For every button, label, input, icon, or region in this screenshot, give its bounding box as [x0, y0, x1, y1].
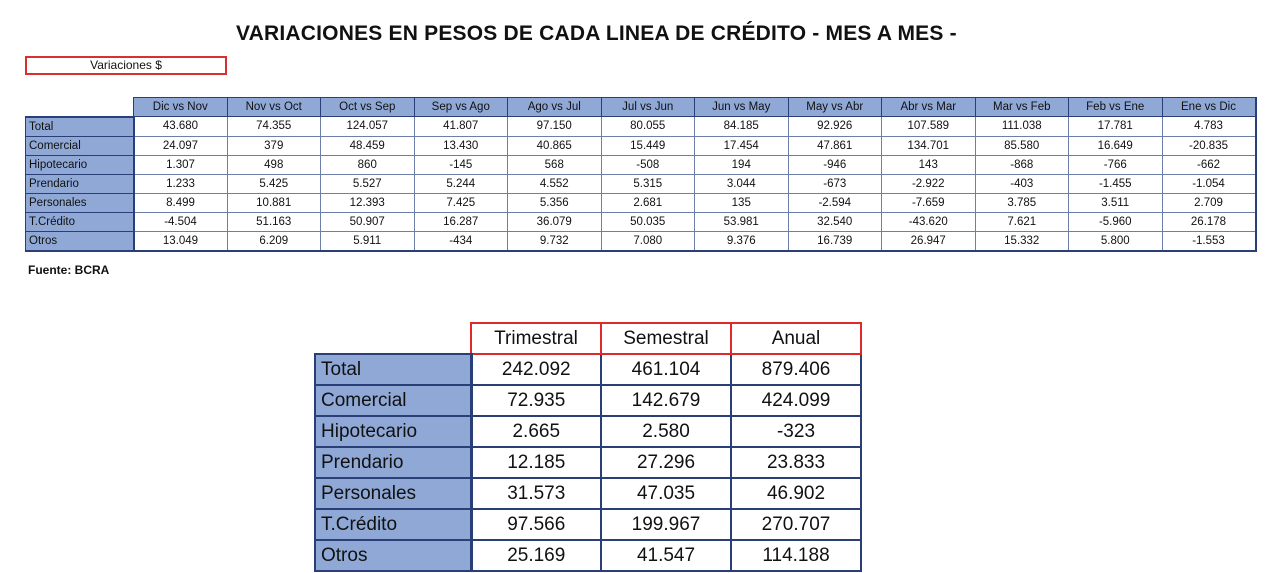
summary-row [315, 478, 861, 509]
monthly-cell: -2.922 [882, 174, 976, 193]
monthly-cell: 32.540 [788, 212, 882, 231]
monthly-cell: 92.926 [788, 117, 882, 137]
summary-column-header: Trimestral [471, 323, 601, 354]
summary-cell: 879.406 [731, 354, 861, 385]
monthly-cell: -43.620 [882, 212, 976, 231]
monthly-cell: 9.376 [695, 231, 789, 251]
monthly-cell: 3.785 [975, 193, 1069, 212]
monthly-cell: 47.861 [788, 136, 882, 155]
monthly-row [26, 212, 1256, 231]
monthly-cell: 107.589 [882, 117, 976, 137]
monthly-row-label: Total [26, 117, 134, 137]
summary-row [315, 509, 861, 540]
summary-row-label: Prendario [315, 447, 471, 478]
monthly-cell: 379 [227, 136, 321, 155]
monthly-cell: 26.947 [882, 231, 976, 251]
monthly-cell: 1.233 [134, 174, 228, 193]
monthly-cell: 124.057 [321, 117, 415, 137]
summary-table [314, 322, 862, 572]
summary-row [315, 385, 861, 416]
monthly-cell: 16.739 [788, 231, 882, 251]
summary-cell: 97.566 [471, 509, 601, 540]
monthly-header-row [26, 98, 1256, 117]
monthly-column-header: Feb vs Ene [1069, 98, 1163, 117]
source-note: Fuente: BCRA [28, 263, 110, 277]
monthly-row-label: Personales [26, 193, 134, 212]
monthly-cell: 50.035 [601, 212, 695, 231]
monthly-cell: 5.800 [1069, 231, 1163, 251]
monthly-cell: 8.499 [134, 193, 228, 212]
monthly-cell: 5.527 [321, 174, 415, 193]
page-title: VARIACIONES EN PESOS DE CADA LINEA DE CRÉDITO - MES A MES - [236, 22, 957, 45]
monthly-cell: 2.709 [1162, 193, 1256, 212]
monthly-column-header: May vs Abr [788, 98, 882, 117]
monthly-cell: 97.150 [508, 117, 602, 137]
monthly-cell: -434 [414, 231, 508, 251]
monthly-cell: 26.178 [1162, 212, 1256, 231]
summary-row-label: Total [315, 354, 471, 385]
monthly-column-header: Oct vs Sep [321, 98, 415, 117]
monthly-cell: 5.315 [601, 174, 695, 193]
monthly-cell: 9.732 [508, 231, 602, 251]
monthly-row [26, 136, 1256, 155]
summary-cell: 23.833 [731, 447, 861, 478]
monthly-cell: 498 [227, 155, 321, 174]
summary-cell: 242.092 [471, 354, 601, 385]
summary-cell: 270.707 [731, 509, 861, 540]
summary-column-header: Semestral [601, 323, 731, 354]
monthly-cell: 13.430 [414, 136, 508, 155]
monthly-cell: 4.552 [508, 174, 602, 193]
monthly-body [26, 117, 1256, 251]
monthly-cell: 51.163 [227, 212, 321, 231]
monthly-cell: 5.244 [414, 174, 508, 193]
summary-cell: 461.104 [601, 354, 731, 385]
summary-row [315, 540, 861, 571]
summary-cell: 2.580 [601, 416, 731, 447]
monthly-cell: 15.332 [975, 231, 1069, 251]
summary-row-label: Otros [315, 540, 471, 571]
summary-cell: 424.099 [731, 385, 861, 416]
summary-cell: 25.169 [471, 540, 601, 571]
monthly-cell: 84.185 [695, 117, 789, 137]
monthly-cell: -508 [601, 155, 695, 174]
monthly-variations-table [25, 97, 1257, 252]
summary-cell: 72.935 [471, 385, 601, 416]
monthly-cell: -868 [975, 155, 1069, 174]
monthly-cell: -662 [1162, 155, 1256, 174]
summary-cell: 199.967 [601, 509, 731, 540]
monthly-cell: 3.044 [695, 174, 789, 193]
monthly-cell: 16.649 [1069, 136, 1163, 155]
monthly-cell: 134.701 [882, 136, 976, 155]
monthly-cell: 568 [508, 155, 602, 174]
monthly-cell: -20.835 [1162, 136, 1256, 155]
monthly-cell: 24.097 [134, 136, 228, 155]
summary-cell: 41.547 [601, 540, 731, 571]
summary-row-label: T.Crédito [315, 509, 471, 540]
monthly-cell: 5.356 [508, 193, 602, 212]
monthly-cell: -403 [975, 174, 1069, 193]
summary-cell: 2.665 [471, 416, 601, 447]
monthly-cell: 7.621 [975, 212, 1069, 231]
monthly-cell: 48.459 [321, 136, 415, 155]
monthly-cell: 85.580 [975, 136, 1069, 155]
monthly-cell: -5.960 [1069, 212, 1163, 231]
monthly-cell: 10.881 [227, 193, 321, 212]
monthly-cell: -766 [1069, 155, 1163, 174]
monthly-cell: -1.455 [1069, 174, 1163, 193]
monthly-row-label: Comercial [26, 136, 134, 155]
summary-corner-cell [315, 323, 471, 354]
summary-cell: 12.185 [471, 447, 601, 478]
summary-cell: 114.188 [731, 540, 861, 571]
summary-cell: 27.296 [601, 447, 731, 478]
monthly-cell: 36.079 [508, 212, 602, 231]
monthly-cell: 135 [695, 193, 789, 212]
monthly-cell: 6.209 [227, 231, 321, 251]
monthly-cell: 111.038 [975, 117, 1069, 137]
monthly-cell: -1.553 [1162, 231, 1256, 251]
monthly-cell: -145 [414, 155, 508, 174]
monthly-cell: 143 [882, 155, 976, 174]
monthly-cell: 7.425 [414, 193, 508, 212]
monthly-cell: 13.049 [134, 231, 228, 251]
monthly-row-label: Otros [26, 231, 134, 251]
summary-body [315, 354, 861, 571]
summary-cell: 47.035 [601, 478, 731, 509]
monthly-column-header: Mar vs Feb [975, 98, 1069, 117]
monthly-cell: -7.659 [882, 193, 976, 212]
monthly-row [26, 117, 1256, 137]
monthly-row [26, 155, 1256, 174]
summary-cell: 142.679 [601, 385, 731, 416]
monthly-cell: 2.681 [601, 193, 695, 212]
summary-row-label: Personales [315, 478, 471, 509]
monthly-column-header: Dic vs Nov [134, 98, 228, 117]
summary-row [315, 416, 861, 447]
monthly-cell: 1.307 [134, 155, 228, 174]
monthly-cell: 17.781 [1069, 117, 1163, 137]
monthly-cell: 74.355 [227, 117, 321, 137]
monthly-row [26, 174, 1256, 193]
monthly-column-header: Nov vs Oct [227, 98, 321, 117]
variaciones-label-box: Variaciones $ [25, 56, 227, 75]
monthly-column-header: Abr vs Mar [882, 98, 976, 117]
monthly-corner-cell [26, 98, 134, 117]
monthly-cell: -946 [788, 155, 882, 174]
monthly-row-label: Hipotecario [26, 155, 134, 174]
summary-cell: 46.902 [731, 478, 861, 509]
summary-column-header: Anual [731, 323, 861, 354]
monthly-cell: 15.449 [601, 136, 695, 155]
monthly-cell: 16.287 [414, 212, 508, 231]
monthly-cell: 4.783 [1162, 117, 1256, 137]
monthly-cell: 17.454 [695, 136, 789, 155]
monthly-row [26, 193, 1256, 212]
monthly-cell: 80.055 [601, 117, 695, 137]
monthly-column-header: Ene vs Dic [1162, 98, 1256, 117]
monthly-cell: 50.907 [321, 212, 415, 231]
monthly-column-header: Sep vs Ago [414, 98, 508, 117]
monthly-cell: 7.080 [601, 231, 695, 251]
monthly-row [26, 231, 1256, 251]
summary-row [315, 447, 861, 478]
monthly-cell: 860 [321, 155, 415, 174]
monthly-cell: -2.594 [788, 193, 882, 212]
monthly-row-label: Prendario [26, 174, 134, 193]
summary-row-label: Comercial [315, 385, 471, 416]
summary-cell: -323 [731, 416, 861, 447]
monthly-cell: -673 [788, 174, 882, 193]
monthly-cell: -1.054 [1162, 174, 1256, 193]
summary-cell: 31.573 [471, 478, 601, 509]
monthly-cell: 12.393 [321, 193, 415, 212]
monthly-cell: 53.981 [695, 212, 789, 231]
monthly-row-label: T.Crédito [26, 212, 134, 231]
monthly-cell: 194 [695, 155, 789, 174]
monthly-column-header: Ago vs Jul [508, 98, 602, 117]
monthly-cell: 41.807 [414, 117, 508, 137]
monthly-cell: 5.425 [227, 174, 321, 193]
monthly-cell: 3.511 [1069, 193, 1163, 212]
summary-row [315, 354, 861, 385]
monthly-cell: 5.911 [321, 231, 415, 251]
summary-header-row [315, 323, 861, 354]
monthly-column-header: Jun vs May [695, 98, 789, 117]
summary-row-label: Hipotecario [315, 416, 471, 447]
monthly-cell: 43.680 [134, 117, 228, 137]
monthly-cell: -4.504 [134, 212, 228, 231]
monthly-column-header: Jul vs Jun [601, 98, 695, 117]
monthly-cell: 40.865 [508, 136, 602, 155]
